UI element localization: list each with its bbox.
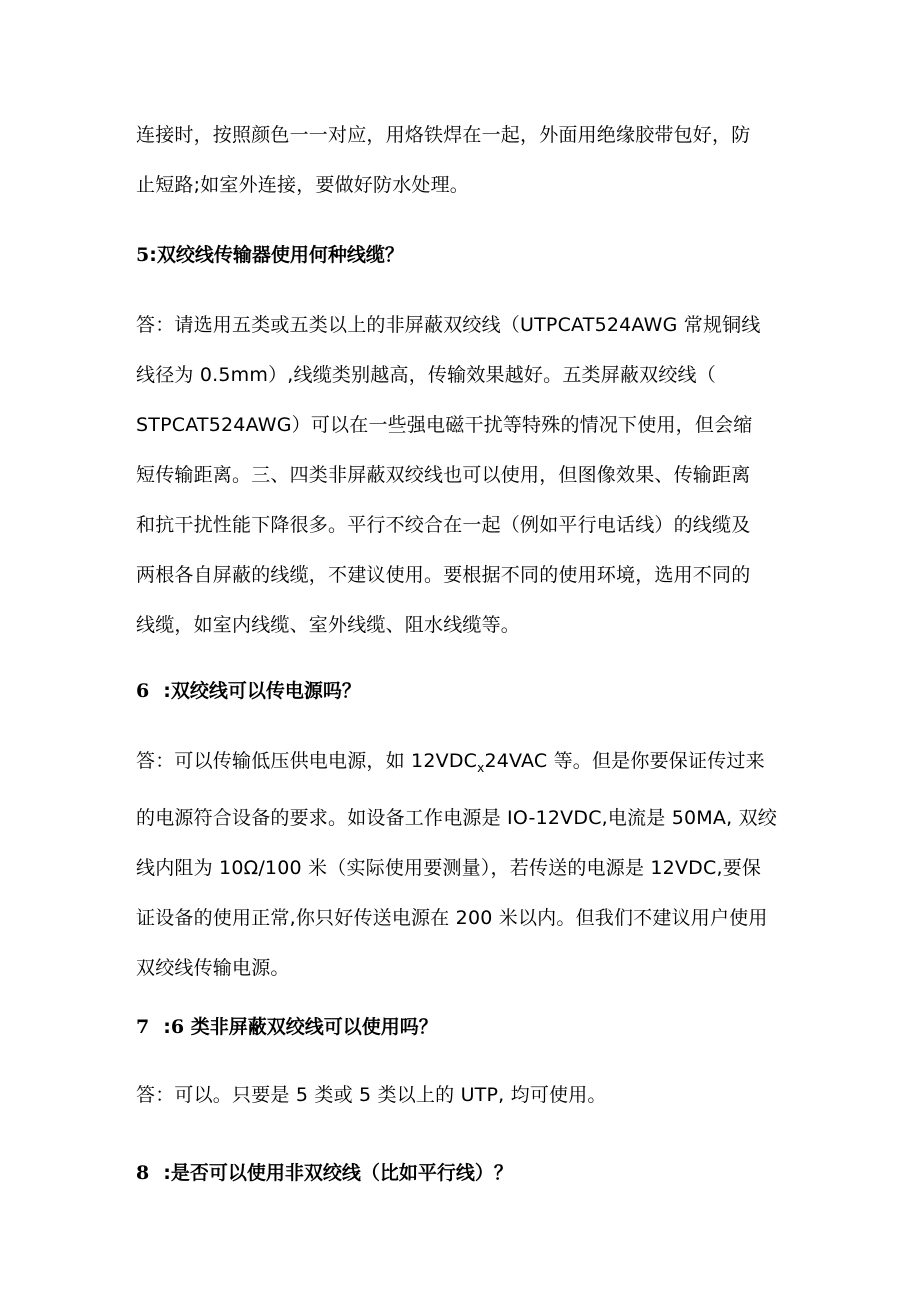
question-text: :双绞线传输器使用何种线缆？: [149, 244, 404, 266]
text-run: 24VAC 等。但是你要保证传过来: [484, 750, 765, 772]
paragraph-line: [136, 736, 796, 793]
paragraph-line: 短传输距离。三、四类非屏蔽双绞线也可以使用，但图像效果、传输距离: [136, 464, 751, 486]
text-run: 答：可以传输低压供电电源，如 12VDC: [136, 750, 478, 772]
question-number: 5: [136, 244, 150, 266]
question-number: 7: [136, 1016, 150, 1038]
question-number: 8: [136, 1162, 150, 1184]
question-text: :双绞线可以传电源吗？: [163, 680, 361, 702]
answer-5-paragraph: [136, 300, 796, 650]
paragraph-line: 的电源符合设备的要求。如设备工作电源是 IO-12VDC,电流是 50MA, 双绞: [136, 806, 777, 829]
paragraph-line: 证设备的使用正常,你只好传送电源在 200 米以内。但我们不建议用户使用: [136, 906, 768, 929]
question-number: 6: [136, 680, 150, 702]
question-text: :是否可以使用非双绞线（比如平行线）？: [163, 1162, 513, 1184]
paragraph-line: 止短路;如室外连接，要做好防水处理。: [136, 174, 470, 196]
subscript-x: x: [477, 760, 485, 775]
intro-paragraph: [136, 110, 796, 210]
question-text: :: [163, 1016, 171, 1038]
question-7-heading: [136, 1012, 796, 1042]
paragraph-line: 线缆，如室内线缆、室外线缆、阻水线缆等。: [136, 614, 521, 636]
paragraph-line: 线径为 0.5mm）,线缆类别越高，传输效果越好。五类屏蔽双绞线（: [136, 364, 716, 386]
paragraph-line: 线内阻为 10Ω/100 米（实际使用要测量），若传送的电源是 12VDC,要保: [136, 856, 762, 879]
answer-7-paragraph: [136, 1070, 796, 1120]
paragraph-line: STPCAT524AWG）可以在一些强电磁干扰等特殊的情况下使用，但会缩: [136, 414, 753, 436]
question-5-heading: [136, 240, 796, 270]
question-text: 类非屏蔽双绞线可以使用吗？: [184, 1016, 438, 1038]
paragraph-line: 连接时，按照颜色一一对应，用烙铁焊在一起，外面用绝缘胶带包好，防: [136, 124, 751, 146]
paragraph-line: 答：可以。只要是 5 类或 5 类以上的 UTP, 均可使用。: [136, 1084, 607, 1106]
paragraph-line: 双绞线传输电源。: [136, 956, 290, 979]
question-6-heading: [136, 676, 796, 706]
question-8-heading: [136, 1158, 796, 1188]
paragraph-line: 答：请选用五类或五类以上的非屏蔽双绞线（UTPCAT524AWG 常规铜线: [136, 314, 761, 336]
answer-6-paragraph: [136, 736, 796, 993]
category-number: 6: [170, 1016, 185, 1038]
paragraph-line: 和抗干扰性能下降很多。平行不绞合在一起（例如平行电话线）的线缆及: [136, 514, 751, 536]
paragraph-line: 两根各自屏蔽的线缆，不建议使用。要根据不同的使用环境，选用不同的: [136, 564, 751, 586]
